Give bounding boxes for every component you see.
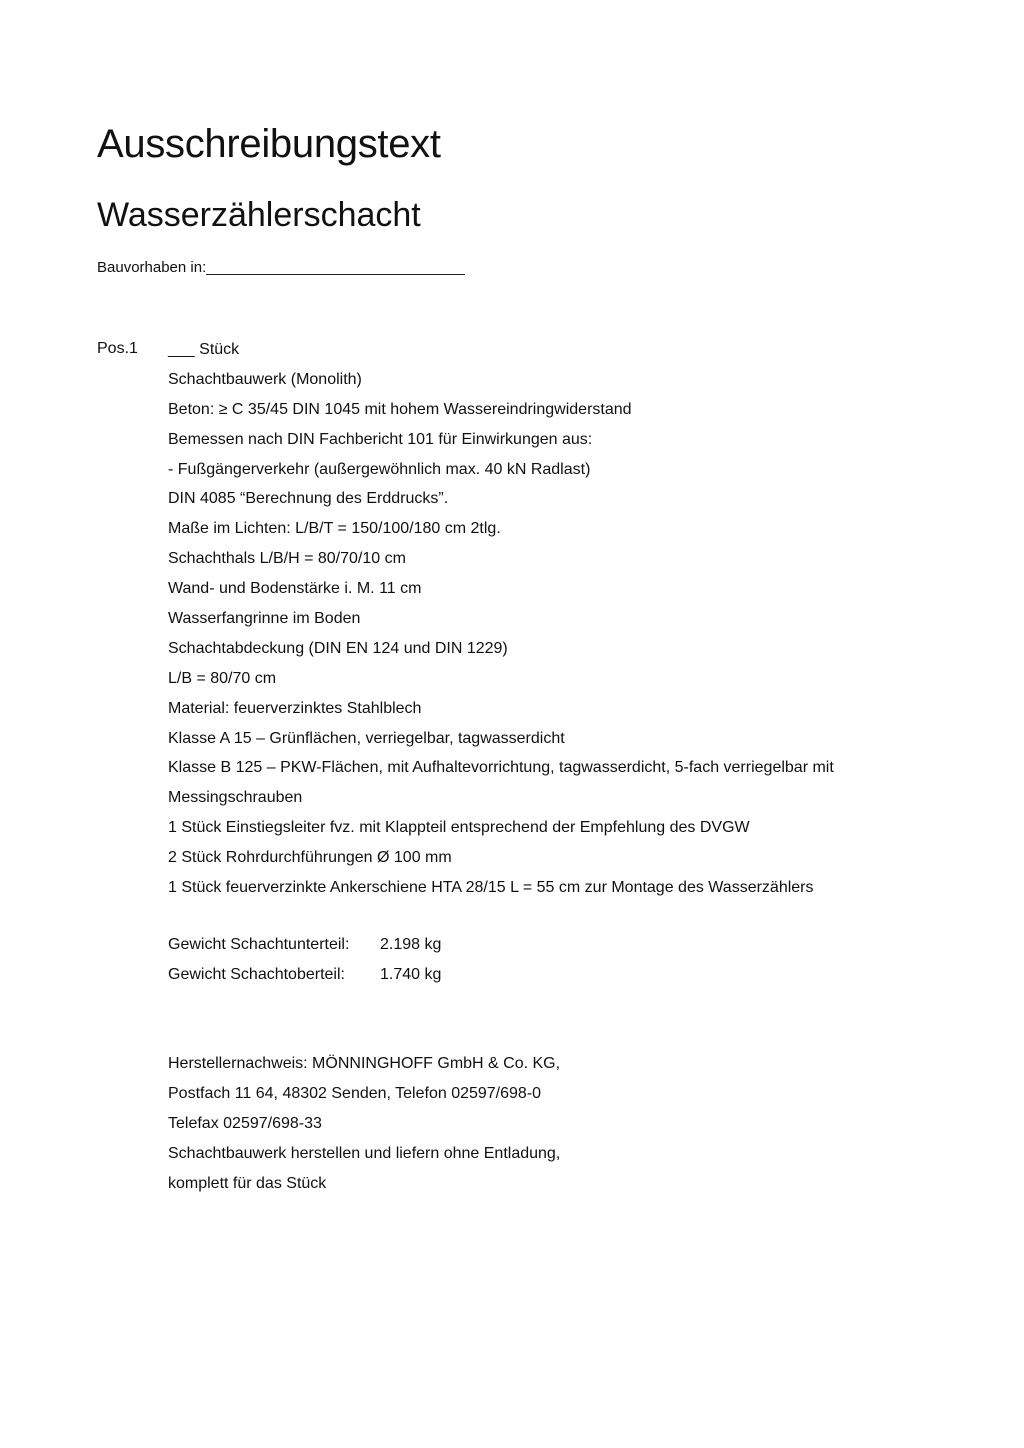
description-line: Schachtabdeckung (DIN EN 124 und DIN 1229) bbox=[168, 639, 508, 657]
description-line: 1 Stück Einstiegsleiter fvz. mit Klappteil entsprechend der Empfehlung des DVGW bbox=[168, 819, 750, 837]
description-line: - Fußgängerverkehr (außergewöhnlich max. 40 kN Radlast) bbox=[168, 460, 591, 478]
weight-value: 1.740 kg bbox=[380, 965, 442, 983]
position-label: Pos.1 bbox=[97, 340, 138, 357]
description-line: Beton: ≥ C 35/45 DIN 1045 mit hohem Wassereindringwiderstand bbox=[168, 400, 632, 418]
footer-line: Postfach 11 64, 48302 Senden, Telefon 02597/698-0 bbox=[168, 1084, 542, 1102]
footer-line: komplett für das Stück bbox=[168, 1174, 327, 1192]
description-line: Wand- und Bodenstärke i. M. 11 cm bbox=[168, 580, 422, 598]
description-line: Klasse B 125 – PKW-Flächen, mit Aufhaltevorrichtung, tagwasserdicht, 5-fach verriegelbar mit bbox=[168, 759, 834, 777]
position-description bbox=[168, 335, 928, 903]
description-line: Wasserfangrinne im Boden bbox=[168, 610, 361, 628]
description-line: Messingschrauben bbox=[168, 789, 303, 807]
description-line: Schachthals L/B/H = 80/70/10 cm bbox=[168, 550, 406, 568]
description-line: L/B = 80/70 cm bbox=[168, 669, 277, 687]
weight-label: Gewicht Schachtunterteil: bbox=[168, 936, 350, 953]
description-line: Schachtbauwerk (Monolith) bbox=[168, 370, 362, 388]
description-line: 1 Stück feuerverzinkte Ankerschiene HTA 28/15 L = 55 cm zur Montage des Wasserzählers bbox=[168, 879, 814, 897]
description-line: ___ Stück bbox=[168, 341, 240, 358]
description-line: Material: feuerverzinktes Stahlblech bbox=[168, 699, 422, 717]
description-line: DIN 4085 “Berechnung des Erddrucks”. bbox=[168, 490, 449, 508]
manufacturer-note bbox=[168, 1049, 560, 1198]
description-line: Bemessen nach DIN Fachbericht 101 für Einwirkungen aus: bbox=[168, 430, 593, 448]
document-title: Ausschreibungstext bbox=[97, 122, 441, 166]
footer-line: Herstellernachweis: MÖNNINGHOFF GmbH & Co. KG, bbox=[168, 1055, 561, 1072]
description-line: 2 Stück Rohrdurchführungen Ø 100 mm bbox=[168, 849, 452, 867]
weight-row-lower bbox=[168, 930, 441, 960]
footer-line: Schachtbauwerk herstellen und liefern ohne Entladung, bbox=[168, 1144, 561, 1162]
weight-row-upper bbox=[168, 960, 441, 990]
description-line: Klasse A 15 – Grünflächen, verriegelbar, tagwasserdicht bbox=[168, 729, 565, 747]
document-subtitle: Wasserzählerschacht bbox=[97, 196, 421, 234]
description-line: Maße im Lichten: L/B/T = 150/100/180 cm 2tlg. bbox=[168, 520, 501, 538]
weight-label: Gewicht Schachtoberteil: bbox=[168, 965, 345, 983]
footer-line: Telefax 02597/698-33 bbox=[168, 1114, 322, 1132]
weight-value: 2.198 kg bbox=[380, 936, 442, 953]
project-label: Bauvorhaben in:_______________________________ bbox=[97, 259, 465, 276]
weights-table bbox=[168, 930, 441, 990]
